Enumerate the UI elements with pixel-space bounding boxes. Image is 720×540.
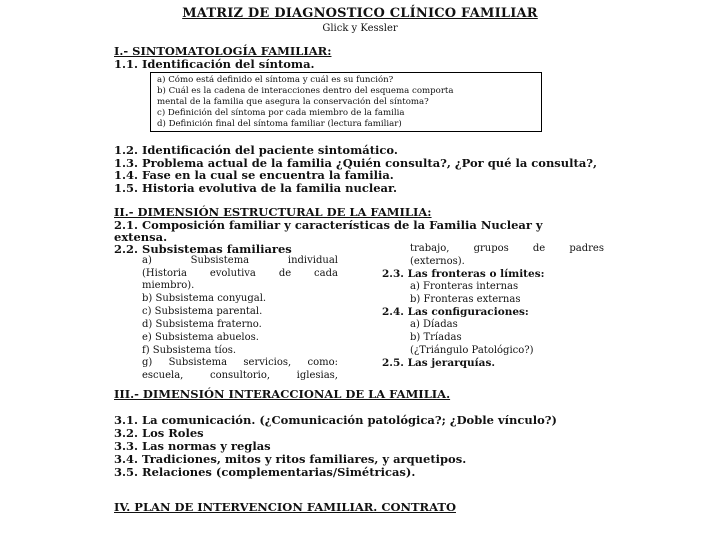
item-2-1-cont: extensa. (114, 230, 168, 244)
box-line: b) Cuál es la cadena de interacciones dentro del esquema comporta (157, 86, 454, 96)
config-dyads: a) Díadas (410, 319, 458, 330)
item-3-2: 3.2. Los Roles (114, 426, 204, 440)
subsystem-d: d) Subsistema fraterno. (142, 319, 262, 330)
item-2-4: 2.4. Las configuraciones: (382, 306, 529, 318)
section-2-heading: II.- DIMENSIÓN ESTRUCTURAL DE LA FAMILIA: (114, 205, 432, 219)
item-3-4: 3.4. Tradiciones, mitos y ritos familiares, y arquetipos. (114, 452, 467, 466)
item-3-5: 3.5. Relaciones (complementarias/Simétricas). (114, 465, 416, 479)
item-1-5: 1.5. Historia evolutiva de la familia nuclear. (114, 181, 397, 195)
section-4-heading: IV. PLAN DE INTERVENCION FAMILIAR. CONTRATO (114, 500, 456, 514)
box-line: a) Cómo está definido el síntoma y cuál es su función? (157, 75, 394, 85)
subsystem-a-line1: a) Subsistema individual (142, 255, 338, 266)
item-2-2: 2.2. Subsistemas familiares (114, 242, 292, 256)
section-3-heading: III.- DIMENSIÓN INTERACCIONAL DE LA FAMILIA. (114, 387, 451, 401)
subsystem-a-line2: (Historia evolutiva de cada (142, 268, 338, 279)
item-1-3: 1.3. Problema actual de la familia ¿Quién consulta?, ¿Por qué la consulta?, (114, 156, 598, 170)
item-2-1: 2.1. Composición familiar y características de la Familia Nuclear y (114, 218, 543, 232)
box-line: c) Definición del síntoma por cada miembro de la familia (157, 108, 405, 118)
subsystem-g-line2: escuela, consultorio, iglesias, (142, 370, 338, 381)
box-line: d) Definición final del síntoma familiar (lectura familiar) (157, 119, 402, 129)
box-line: mental de la familia que asegura la conservación del síntoma? (157, 97, 429, 107)
document-title: MATRIZ DE DIAGNOSTICO CLÍNICO FAMILIAR (182, 6, 538, 21)
config-triangle: (¿Triángulo Patológico?) (410, 345, 534, 356)
item-1-2: 1.2. Identificación del paciente sintomático. (114, 143, 398, 157)
item-3-3: 3.3. Las normas y reglas (114, 439, 271, 453)
right-cont-line2: (externos). (410, 256, 465, 267)
document-subtitle: Glick y Kessler (322, 23, 398, 34)
subsystem-g-line1: g) Subsistema servicios, como: (142, 357, 338, 368)
right-cont-line1: trabajo, grupos de padres (410, 243, 604, 254)
subsystem-b: b) Subsistema conyugal. (142, 293, 267, 304)
borders-internal: a) Fronteras internas (410, 281, 519, 292)
subsystem-f: f) Subsistema tíos. (142, 345, 237, 356)
item-2-3: 2.3. Las fronteras o límites: (382, 268, 545, 280)
item-3-1: 3.1. La comunicación. (¿Comunicación patológica?; ¿Doble vínculo?) (114, 413, 557, 427)
item-2-5: 2.5. Las jerarquías. (382, 357, 496, 369)
borders-external: b) Fronteras externas (410, 294, 521, 305)
config-triads: b) Tríadas (410, 332, 462, 343)
item-1-4: 1.4. Fase en la cual se encuentra la familia. (114, 168, 394, 182)
subsystem-a-line3: miembro). (142, 280, 195, 291)
item-1-1: 1.1. Identificación del síntoma. (114, 57, 315, 71)
subsystem-e: e) Subsistema abuelos. (142, 332, 259, 343)
symptom-box (150, 72, 542, 132)
section-1-heading: I.- SINTOMATOLOGÍA FAMILIAR: (114, 44, 332, 58)
subsystem-c: c) Subsistema parental. (142, 306, 263, 317)
